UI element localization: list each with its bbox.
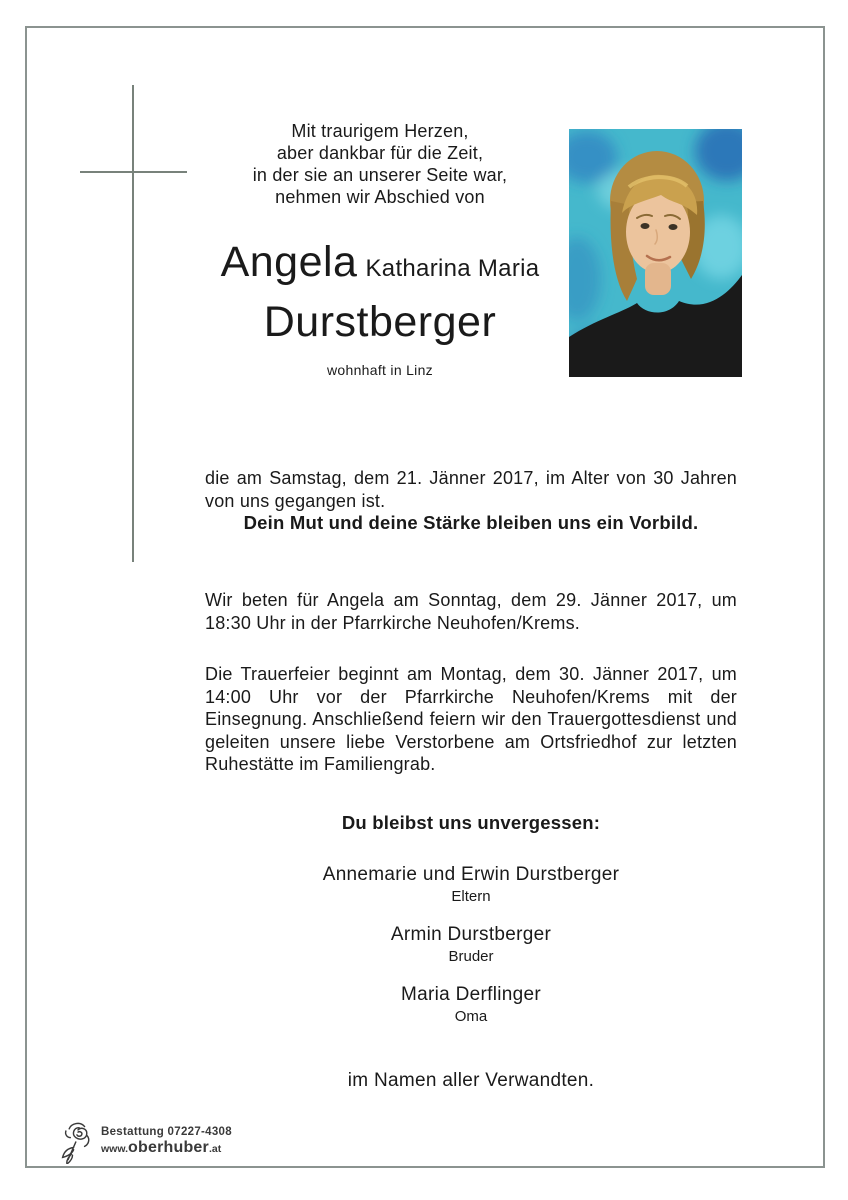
- deceased-last-name: Durstberger: [263, 298, 497, 346]
- mourner-entry: [205, 864, 737, 906]
- intro-line: Mit traurigem Herzen,: [291, 121, 469, 141]
- intro-verse: [205, 120, 555, 208]
- website-www: www.: [101, 1143, 129, 1156]
- mourner-names: Maria Derflinger: [401, 984, 541, 1005]
- prayer-paragraph: Wir beten für Angela am Sonntag, dem 29. Jänner 2017, um 18:30 Uhr in der Pfarrkirche Neuhofen/Krems.: [205, 590, 737, 633]
- portrait-photo-illustration: [569, 129, 742, 377]
- death-paragraph: die am Samstag, dem 21. Jänner 2017, im Alter von 30 Jahren von uns gegangen ist.: [205, 468, 737, 511]
- rose-sketch-icon: [60, 1120, 96, 1164]
- intro-line: nehmen wir Abschied von: [275, 187, 485, 207]
- mourner-names: Annemarie und Erwin Durstberger: [322, 864, 620, 885]
- website-tld: .at: [208, 1143, 222, 1156]
- website-brand: oberhuber: [128, 1139, 209, 1157]
- deceased-middle-names: Katharina Maria: [365, 255, 540, 282]
- portrait-photo: [569, 129, 742, 377]
- cross-vertical-bar: [132, 85, 134, 562]
- funeral-home-text: [101, 1126, 232, 1158]
- unforgotten-heading: Du bleibst uns unvergessen:: [341, 812, 601, 833]
- mourner-entry: [205, 984, 737, 1026]
- mourner-relation: Oma: [454, 1008, 488, 1025]
- deceased-name-line1: [205, 238, 555, 296]
- deceased-first-name: Angela: [220, 238, 358, 286]
- mourner-names: Armin Durstberger: [390, 924, 552, 945]
- mourner-relation: Eltern: [451, 888, 491, 905]
- funeral-home-logo: [60, 1120, 232, 1164]
- closing-line: im Namen aller Verwandten.: [347, 1070, 595, 1091]
- funeral-paragraph: Die Trauerfeier beginnt am Montag, dem 30. Jänner 2017, um 14:00 Uhr vor der Pfarrkirche Neuhofen/Krems mit der Einsegnung. Anschließend feiern wir den Trauergottesdienst und geleiten unsere liebe Verstorbene am Ortsfriedhof zur letzten Ruhestätte im Familiengrab.: [205, 664, 737, 774]
- deceased-name: [205, 238, 555, 348]
- residence-line: wohnhaft in Linz: [327, 362, 433, 378]
- mourner-relation: Bruder: [448, 948, 494, 965]
- intro-line: in der sie an unserer Seite war,: [252, 165, 508, 185]
- cross-horizontal-bar: [80, 171, 187, 173]
- mourner-entry: [205, 924, 737, 966]
- funeral-home-website: [101, 1139, 232, 1157]
- motto-line: Dein Mut und deine Stärke bleiben uns ein Vorbild.: [243, 512, 699, 533]
- funeral-home-phone: Bestattung 07227-4308: [101, 1126, 232, 1139]
- intro-line: aber dankbar für die Zeit,: [276, 143, 484, 163]
